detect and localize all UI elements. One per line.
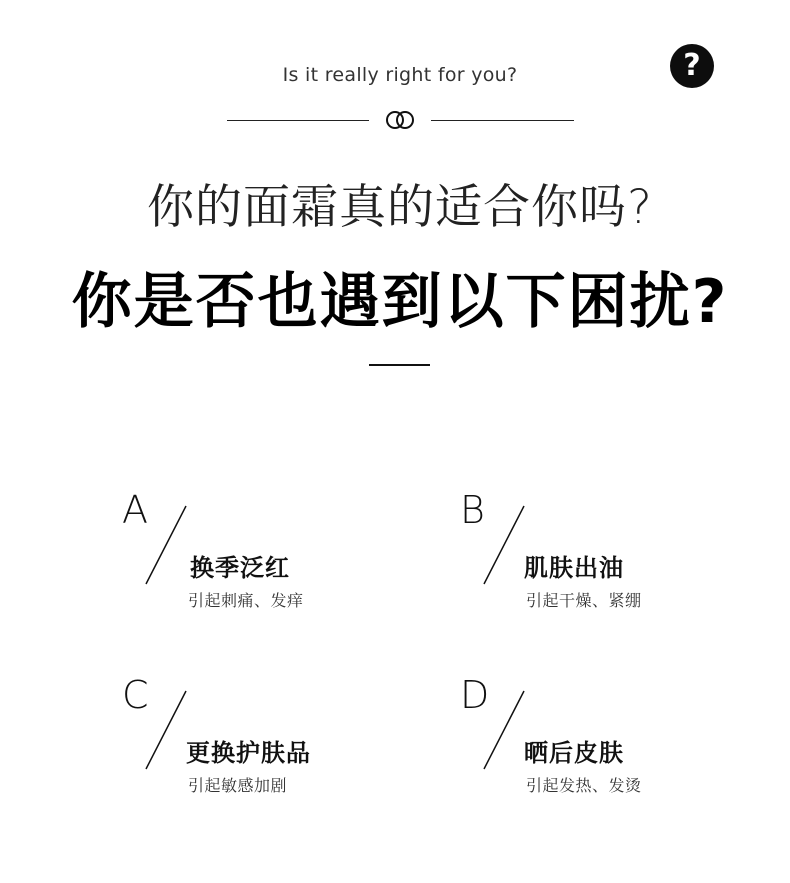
- headline-question: 你的面霜真的适合你吗?: [147, 180, 653, 235]
- issue-letter: A: [122, 488, 148, 532]
- issue-card-d: [460, 673, 720, 803]
- issue-description: 引起干燥、紧绷: [526, 591, 642, 610]
- issue-letter: D: [460, 673, 490, 717]
- issue-description: 引起发热、发烫: [526, 776, 642, 795]
- divider-right: [431, 120, 574, 121]
- issue-letter: B: [460, 488, 485, 532]
- divider-left: [227, 120, 369, 121]
- rings-icon: [384, 109, 416, 131]
- slash-divider: [142, 504, 192, 586]
- issue-card-c: [122, 673, 382, 803]
- slash-divider: [142, 689, 192, 771]
- help-icon[interactable]: ?: [670, 44, 714, 88]
- issue-letter: C: [122, 673, 149, 717]
- issue-title: 换季泛红: [190, 554, 290, 582]
- short-divider: [369, 364, 430, 366]
- issue-card-b: [460, 488, 720, 618]
- issue-description: 引起刺痛、发痒: [188, 591, 304, 610]
- issue-description: 引起敏感加剧: [188, 776, 288, 795]
- issue-title: 肌肤出油: [524, 554, 624, 582]
- subtitle: Is it really right for you?: [282, 64, 518, 86]
- slash-divider: [480, 504, 530, 586]
- headline-main: 你是否也遇到以下困扰?: [71, 267, 729, 337]
- issue-title: 晒后皮肤: [524, 739, 624, 767]
- issue-card-a: [122, 488, 382, 618]
- slash-divider: [480, 689, 530, 771]
- issue-title: 更换护肤品: [186, 739, 311, 767]
